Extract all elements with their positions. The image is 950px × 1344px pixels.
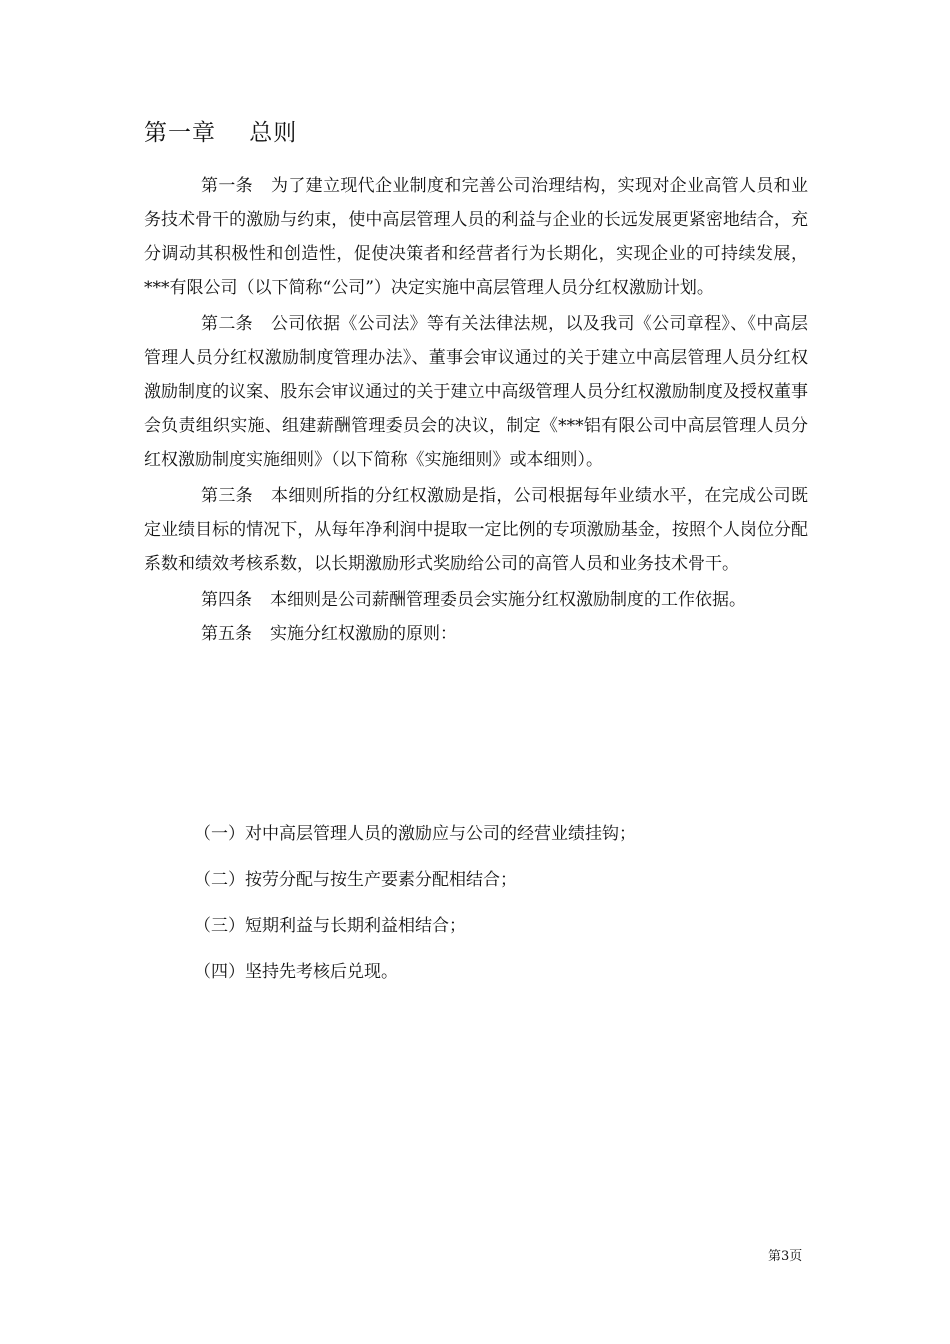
article-text: 为了建立现代企业制度和完善公司治理结构，实现对企业高管人员和业务技术骨干的激励与约束，使中高层管理人员的利益与企业的长远发展更紧密地结合，充分调动其积极性和创造性，促使决策者和经营者行为长期化，实现企业的可持续发展， ***有限公司（以下简称“公司”）决定实施中高层管理人员分红权激励计划。 — [144, 176, 808, 298]
article-5 — [144, 617, 808, 651]
article-text: 本细则所指的分红权激励是指，公司根据每年业绩水平，在完成公司既定业绩目标的情况下，从每年净利润中提取一定比例的专项激励基金，按照个人岗位分配系数和绩效考核系数，以长期激励形式奖励给公司的高管人员和业务技术骨干。 — [144, 486, 808, 574]
chapter-title: 第一章 总则 — [144, 120, 298, 146]
principle-item: （二）按劳分配与按生产要素分配相结合； — [194, 870, 517, 890]
article-text: 公司依据《公司法》等有关法律法规，以及我司《公司章程》、《中高层管理人员分红权激励制度管理办法》、董事会审议通过的关于建立中高层管理人员分红权激励制度的议案、股东会审议通过的关于建立中高级管理人员分红权激励制度及授权董事会负责组织实施、组建薪酬管理委员会的决议，制定《***铝有限公司中高层管理人员分红权激励制度实施细则》（以下简称《实施细则》或本细则）。 — [144, 314, 809, 470]
page-number: 第3页 — [768, 1249, 803, 1264]
article-label: 第二条 — [201, 314, 253, 334]
article-1 — [144, 169, 808, 305]
article-text: 实施分红权激励的原则： — [270, 624, 457, 644]
principle-item: （三）短期利益与长期利益相结合； — [194, 916, 466, 936]
articles-section — [144, 169, 808, 651]
article-4 — [144, 583, 808, 617]
article-label: 第五条 — [201, 624, 252, 644]
principle-item: （四）坚持先考核后兑现。 — [194, 962, 398, 982]
article-label: 第三条 — [201, 486, 253, 506]
principle-item: （一）对中高层管理人员的激励应与公司的经营业绩挂钩； — [194, 824, 636, 844]
principles-list — [194, 817, 636, 1001]
article-label: 第四条 — [201, 590, 252, 610]
article-3 — [144, 479, 808, 581]
article-label: 第一条 — [201, 176, 253, 196]
article-text: 本细则是公司薪酬管理委员会实施分红权激励制度的工作依据。 — [270, 590, 746, 610]
article-2 — [144, 307, 808, 477]
